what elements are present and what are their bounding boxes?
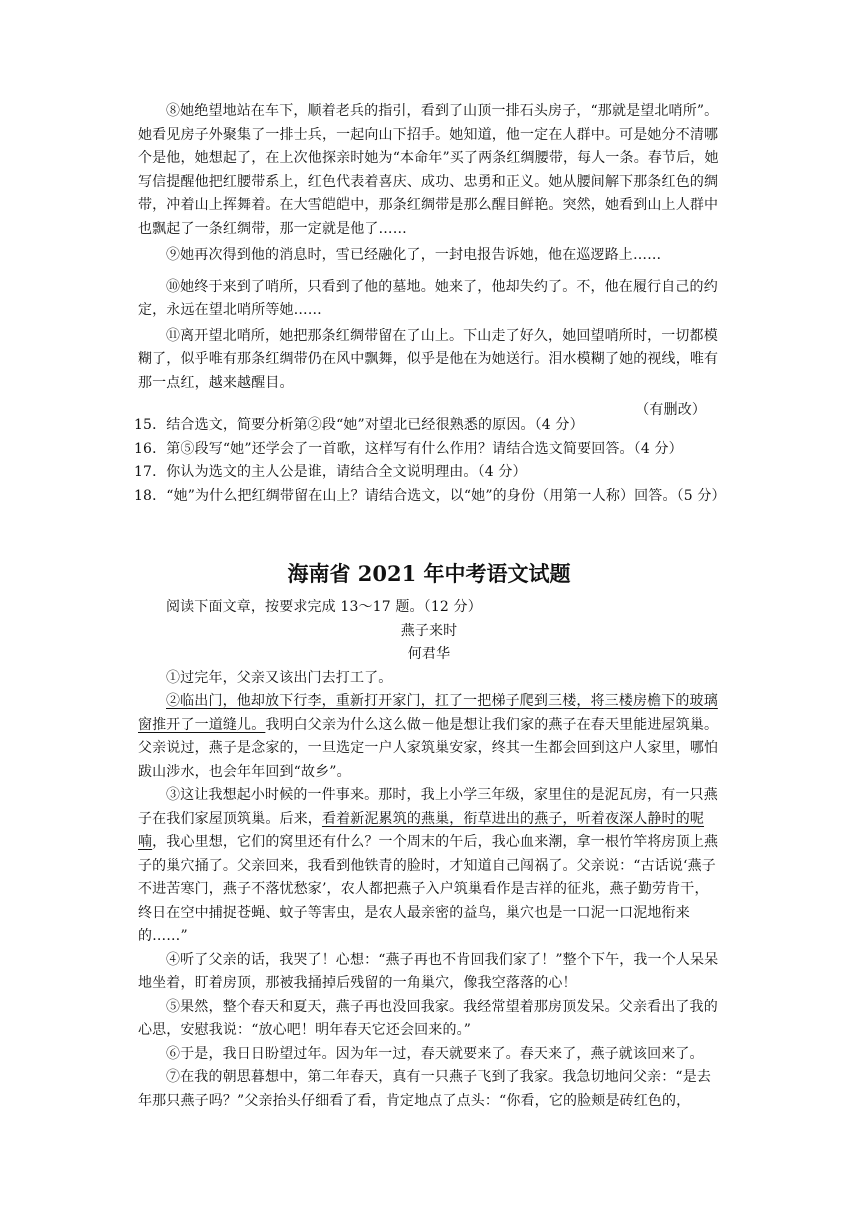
paragraph-5: ⑤果然，整个春天和夏天，燕子再也没回我家。我经常望着那房顶发呆。父亲看出了我的心思，安慰我说：“放心吧！明年春天它还会回来的。”	[138, 998, 718, 1038]
author: 何君华	[407, 646, 451, 662]
paragraph-2-rest: 我明白父亲为什么这么做－他是想让我们家的燕子在春天里能进屋筑巢。父亲说过，燕子是念家的，一旦选定一户人家筑巢安家，终其一生都会回到这户人家里，哪怕跋山涉水，也会年年回到“故乡”。	[138, 716, 719, 780]
question-17: 17．你认为选文的主人公是谁，请结合全文说明理由。（4 分）	[134, 464, 527, 480]
paragraph-11: ⑪离开望北哨所，她把那条红绸带留在了山上。下山走了好久，她回望哨所时，一切都模糊了，似乎唯有那条红绸带仍在风中飘舞，似乎是他在为她送行。泪水模糊了她的视线，唯有那一点红，越来越醒目。	[138, 327, 719, 391]
revision-note: （有删改）	[635, 402, 706, 418]
question-15: 15．结合选文，简要分析第②段“她”对望北已经很熟悉的原因。（4 分）	[134, 417, 584, 433]
paragraph-6: ⑥于是，我日日盼望过年。因为年一过，春天就要来了。春天来了，燕子就该回来了。	[166, 1045, 704, 1062]
underlined-sentence-3: 看着新泥累筑的燕巢，衔草进出的燕子，听着夜深人静时的呢喃	[138, 810, 705, 850]
question-18: 18．“她”为什么把红绸带留在山上？请结合选文，以“她”的身份（用第一人称）回答。（5 分）	[134, 487, 726, 504]
paragraph-10: ⑩她终于来到了哨所，只看到了他的墓地。她来了，他却失约了。不，他在履行自己的约定，永远在望北哨所等她……	[138, 278, 718, 318]
paragraph-8: ⑧她绝望地站在车下，顺着老兵的指引，看到了山顶一排石头房子，“那就是望北哨所”。她看见房子外聚集了一排士兵，一起向山下招手。她知道，他一定在人群中。可是她分不清哪个是他，她想起了，在上次他探亲时她为“本命年”买了两条红绸腰带，每人一条。春节后，她写信提醒他把红腰带系上，红色代表着喜庆、成功、忠勇和正义。她从腰间解下那条红色的绸带，冲着山上挥舞着。在大雪皑皑中，那条红绸带是那么醒目鲜艳。突然，她看到山上人群中也飘起了一条红绸带，那一定就是他了……	[138, 103, 719, 237]
instruction: 阅读下面文章，按要求完成 13～17 题。（12 分）	[166, 599, 482, 615]
paragraph-3	[138, 784, 720, 949]
passage-part-two	[138, 596, 720, 1113]
underlined-sentence-2: ②临出门，他却放下行李，重新打开家门，扛了一把梯子爬到三楼，将三楼房檐下的玻璃窗推开了一道缝儿。	[138, 693, 718, 733]
paragraph-1: ①过完年，父亲又该出门去打工了。	[166, 669, 393, 686]
paragraph-7: ⑦在我的朝思暮想中，第二年春天，真有一只燕子飞到了我家。我急切地问父亲：“是去年那只燕子吗？”父亲抬头仔细看了看，肯定地点了点头：“你看，它的脸颊是砖红色的，	[138, 1069, 712, 1109]
paragraph-2	[138, 690, 720, 784]
passage-part-one	[138, 100, 720, 423]
question-16: 16．第⑤段写“她”还学会了一首歌，这样写有什么作用？请结合选文简要回答。（4 分）	[134, 440, 683, 457]
paragraph-3-start: ③这让我想起小时候的一件事来。那时，我上小学三年级，家里住的是泥瓦房，有一只燕子在我们家屋顶筑巢。后来，	[138, 787, 718, 827]
paragraph-9: ⑨她再次得到他的消息时，雪已经融化了，一封电报告诉她，他在巡逻路上……	[166, 247, 662, 263]
questions-list	[134, 414, 724, 508]
paragraph-4: ④听了父亲的话，我哭了！心想：“燕子再也不肯回我们家了！”整个下午，我一个人呆呆地坐着，盯着房顶，那被我捅掉后残留的一角巢穴，像我空落落的心！	[138, 951, 719, 991]
exam-title: 海南省 2021 年中考语文试题	[287, 561, 571, 586]
article-title: 燕子来时	[400, 622, 458, 639]
paragraph-3-end: ，我心里想，它们的窝里还有什么？一个周末的午后，我心血来潮，拿一根竹竿将房顶上燕子的巢穴捅了。父亲回来，我看到他铁青的脸时，才知道自己闯祸了。父亲说：“古话说‘燕子不进苦寒门，燕子不落忧愁家’，农人都把燕子入户筑巢看作是吉祥的征兆，燕子勤劳肯干，终日在空中捕捉苍蝇、蚊子等害虫，是农人最亲密的益鸟，巢穴也是一口泥一口泥地衔来的……”	[138, 834, 719, 944]
